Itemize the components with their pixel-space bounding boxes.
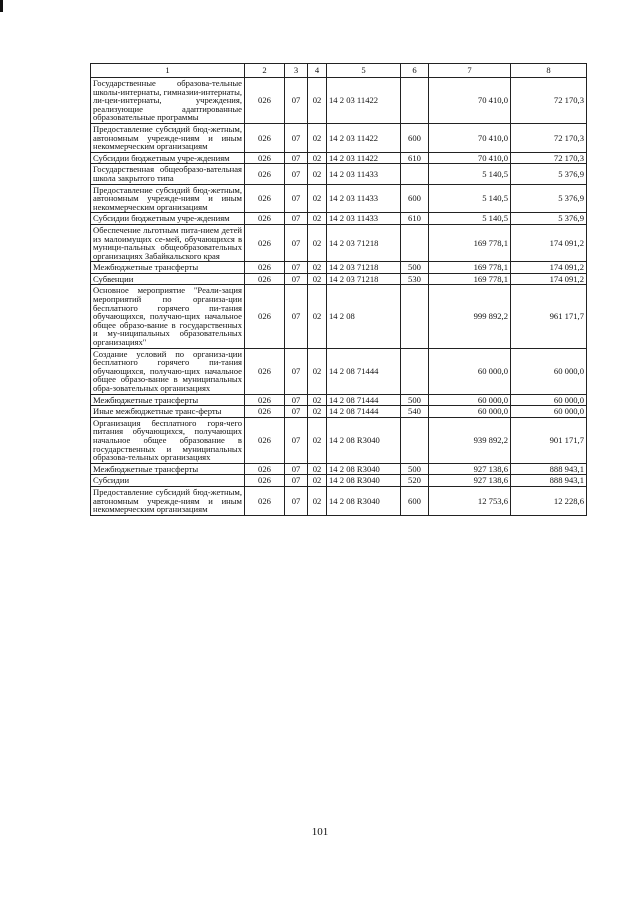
table-row [91,394,587,406]
table-row [91,184,587,213]
amount-year-1-cell: 169 778,1 [429,224,511,261]
scan-corner-mark [0,0,3,12]
expense-type-cell [401,417,429,463]
amount-year-2-cell: 5 376,9 [511,213,587,225]
grbs-code-cell: 026 [245,486,285,515]
target-article-cell: 14 2 08 71444 [327,406,401,418]
row-name-cell: Субсидии бюджетным учре-ждениям [91,213,245,225]
row-name-cell: Основное мероприятие "Реали-зация мероприятий по организа-ции бесплатного горячего пи-тания обучающихся, получаю-щих начальное общее образо-вание в государственных и му-ниципальных образовательных организациях" [91,285,245,348]
amount-year-1-cell: 60 000,0 [429,394,511,406]
amount-year-1-cell: 60 000,0 [429,348,511,394]
grbs-code-cell: 026 [245,123,285,152]
row-name-cell: Обеспечение льготным пита-нием детей из малоимущих се-мей, обучающихся в муници-пальных общеобразовательных организациях Забайкальского края [91,224,245,261]
amount-year-2-cell: 961 171,7 [511,285,587,348]
amount-year-1-cell: 927 138,6 [429,475,511,487]
amount-year-2-cell: 888 943,1 [511,463,587,475]
column-header: 6 [401,64,429,78]
grbs-code-cell: 026 [245,285,285,348]
target-article-cell: 14 2 08 R3040 [327,486,401,515]
table-header-row [91,64,587,78]
row-name-cell: Предоставление субсидий бюд-жетным, автономным учрежде-ниям и иным некоммерческим организациям [91,123,245,152]
expense-type-cell: 610 [401,213,429,225]
amount-year-1-cell: 5 140,5 [429,213,511,225]
amount-year-1-cell: 60 000,0 [429,406,511,418]
subsection-cell: 02 [308,394,327,406]
subsection-cell: 02 [308,463,327,475]
amount-year-2-cell: 5 376,9 [511,164,587,184]
section-cell: 07 [285,417,308,463]
amount-year-1-cell: 12 753,6 [429,486,511,515]
grbs-code-cell: 026 [245,475,285,487]
grbs-code-cell: 026 [245,152,285,164]
amount-year-2-cell: 888 943,1 [511,475,587,487]
amount-year-2-cell: 60 000,0 [511,394,587,406]
subsection-cell: 02 [308,486,327,515]
expense-type-cell: 600 [401,123,429,152]
section-cell: 07 [285,78,308,124]
target-article-cell: 14 2 03 11433 [327,164,401,184]
amount-year-2-cell: 72 170,3 [511,152,587,164]
grbs-code-cell: 026 [245,78,285,124]
grbs-code-cell: 026 [245,273,285,285]
table-row [91,285,587,348]
subsection-cell: 02 [308,152,327,164]
row-name-cell: Предоставление субсидий бюд-жетным, автономным учрежде-ниям и иным некоммерческим организациям [91,184,245,213]
subsection-cell: 02 [308,224,327,261]
grbs-code-cell: 026 [245,394,285,406]
subsection-cell: 02 [308,78,327,124]
table-row [91,123,587,152]
subsection-cell: 02 [308,262,327,274]
target-article-cell: 14 2 03 11422 [327,123,401,152]
expense-type-cell: 610 [401,152,429,164]
amount-year-2-cell: 901 171,7 [511,417,587,463]
subsection-cell: 02 [308,475,327,487]
row-name-cell: Субвенции [91,273,245,285]
amount-year-2-cell: 174 091,2 [511,262,587,274]
row-name-cell: Межбюджетные трансферты [91,463,245,475]
table-row [91,348,587,394]
expense-type-cell [401,78,429,124]
amount-year-2-cell: 12 228,6 [511,486,587,515]
row-name-cell: Предоставление субсидий бюд-жетным, автономным учрежде-ниям и иным некоммерческим организациям [91,486,245,515]
grbs-code-cell: 026 [245,348,285,394]
table-row [91,475,587,487]
expense-type-cell: 530 [401,273,429,285]
expense-type-cell: 520 [401,475,429,487]
subsection-cell: 02 [308,164,327,184]
amount-year-2-cell: 60 000,0 [511,406,587,418]
section-cell: 07 [285,164,308,184]
amount-year-1-cell: 70 410,0 [429,78,511,124]
amount-year-1-cell: 70 410,0 [429,123,511,152]
amount-year-1-cell: 927 138,6 [429,463,511,475]
expense-type-cell: 500 [401,262,429,274]
table-row [91,224,587,261]
table-row [91,152,587,164]
expense-type-cell: 540 [401,406,429,418]
subsection-cell: 02 [308,123,327,152]
table-row [91,273,587,285]
table-row [91,78,587,124]
column-header: 4 [308,64,327,78]
subsection-cell: 02 [308,213,327,225]
target-article-cell: 14 2 08 [327,285,401,348]
page-number: 101 [311,826,329,838]
expense-type-cell [401,348,429,394]
subsection-cell: 02 [308,406,327,418]
table-row [91,406,587,418]
section-cell: 07 [285,152,308,164]
amount-year-1-cell: 939 892,2 [429,417,511,463]
table-row [91,213,587,225]
amount-year-2-cell: 5 376,9 [511,184,587,213]
expense-type-cell: 500 [401,394,429,406]
grbs-code-cell: 026 [245,262,285,274]
section-cell: 07 [285,184,308,213]
grbs-code-cell: 026 [245,463,285,475]
row-name-cell: Межбюджетные трансферты [91,262,245,274]
section-cell: 07 [285,394,308,406]
row-name-cell: Субсидии [91,475,245,487]
subsection-cell: 02 [308,417,327,463]
amount-year-1-cell: 5 140,5 [429,184,511,213]
expense-type-cell: 500 [401,463,429,475]
section-cell: 07 [285,273,308,285]
section-cell: 07 [285,463,308,475]
grbs-code-cell: 026 [245,164,285,184]
amount-year-2-cell: 60 000,0 [511,348,587,394]
section-cell: 07 [285,475,308,487]
target-article-cell: 14 2 08 R3040 [327,463,401,475]
grbs-code-cell: 026 [245,417,285,463]
table-row [91,164,587,184]
section-cell: 07 [285,285,308,348]
subsection-cell: 02 [308,285,327,348]
row-name-cell: Государственная общеобразо-вательная школа закрытого типа [91,164,245,184]
grbs-code-cell: 026 [245,213,285,225]
expense-type-cell: 600 [401,486,429,515]
row-name-cell: Государственные образова-тельные школы-интернаты, гимназии-интернаты, ли-цеи-интернаты, учреждения, реализующие адаптированные образовательные программы [91,78,245,124]
section-cell: 07 [285,123,308,152]
target-article-cell: 14 2 03 71218 [327,262,401,274]
column-header: 8 [511,64,587,78]
amount-year-2-cell: 72 170,3 [511,78,587,124]
target-article-cell: 14 2 08 71444 [327,348,401,394]
section-cell: 07 [285,213,308,225]
amount-year-1-cell: 169 778,1 [429,262,511,274]
target-article-cell: 14 2 08 R3040 [327,417,401,463]
amount-year-1-cell: 70 410,0 [429,152,511,164]
row-name-cell: Межбюджетные трансферты [91,394,245,406]
expense-type-cell [401,164,429,184]
table-row [91,262,587,274]
target-article-cell: 14 2 08 R3040 [327,475,401,487]
grbs-code-cell: 026 [245,406,285,418]
expense-type-cell: 600 [401,184,429,213]
table-body [91,78,587,516]
subsection-cell: 02 [308,348,327,394]
section-cell: 07 [285,406,308,418]
expense-type-cell [401,224,429,261]
amount-year-1-cell: 5 140,5 [429,164,511,184]
row-name-cell: Субсидии бюджетным учре-ждениям [91,152,245,164]
expense-type-cell [401,285,429,348]
subsection-cell: 02 [308,273,327,285]
target-article-cell: 14 2 03 71218 [327,224,401,261]
amount-year-1-cell: 169 778,1 [429,273,511,285]
amount-year-2-cell: 174 091,2 [511,273,587,285]
row-name-cell: Иные межбюджетные транс-ферты [91,406,245,418]
amount-year-2-cell: 72 170,3 [511,123,587,152]
section-cell: 07 [285,348,308,394]
target-article-cell: 14 2 03 71218 [327,273,401,285]
table-row [91,417,587,463]
grbs-code-cell: 026 [245,224,285,261]
table-row [91,486,587,515]
column-header: 7 [429,64,511,78]
section-cell: 07 [285,224,308,261]
column-header: 3 [285,64,308,78]
column-header: 2 [245,64,285,78]
target-article-cell: 14 2 03 11422 [327,78,401,124]
table-row [91,463,587,475]
section-cell: 07 [285,486,308,515]
section-cell: 07 [285,262,308,274]
target-article-cell: 14 2 03 11433 [327,184,401,213]
amount-year-1-cell: 999 892,2 [429,285,511,348]
row-name-cell: Организация бесплатного горя-чего питания обучающихся, получающих начальное общее образование в государственных и муниципальных образова-тельных организациях [91,417,245,463]
amount-year-2-cell: 174 091,2 [511,224,587,261]
column-header: 5 [327,64,401,78]
target-article-cell: 14 2 03 11422 [327,152,401,164]
subsection-cell: 02 [308,184,327,213]
target-article-cell: 14 2 03 11433 [327,213,401,225]
budget-table [90,63,587,516]
grbs-code-cell: 026 [245,184,285,213]
target-article-cell: 14 2 08 71444 [327,394,401,406]
column-header: 1 [91,64,245,78]
row-name-cell: Создание условий по организа-ции бесплатного горячего пи-тания обучающихся, получаю-щих начальное общее образо-вание в муниципальных обра-зовательных организациях [91,348,245,394]
